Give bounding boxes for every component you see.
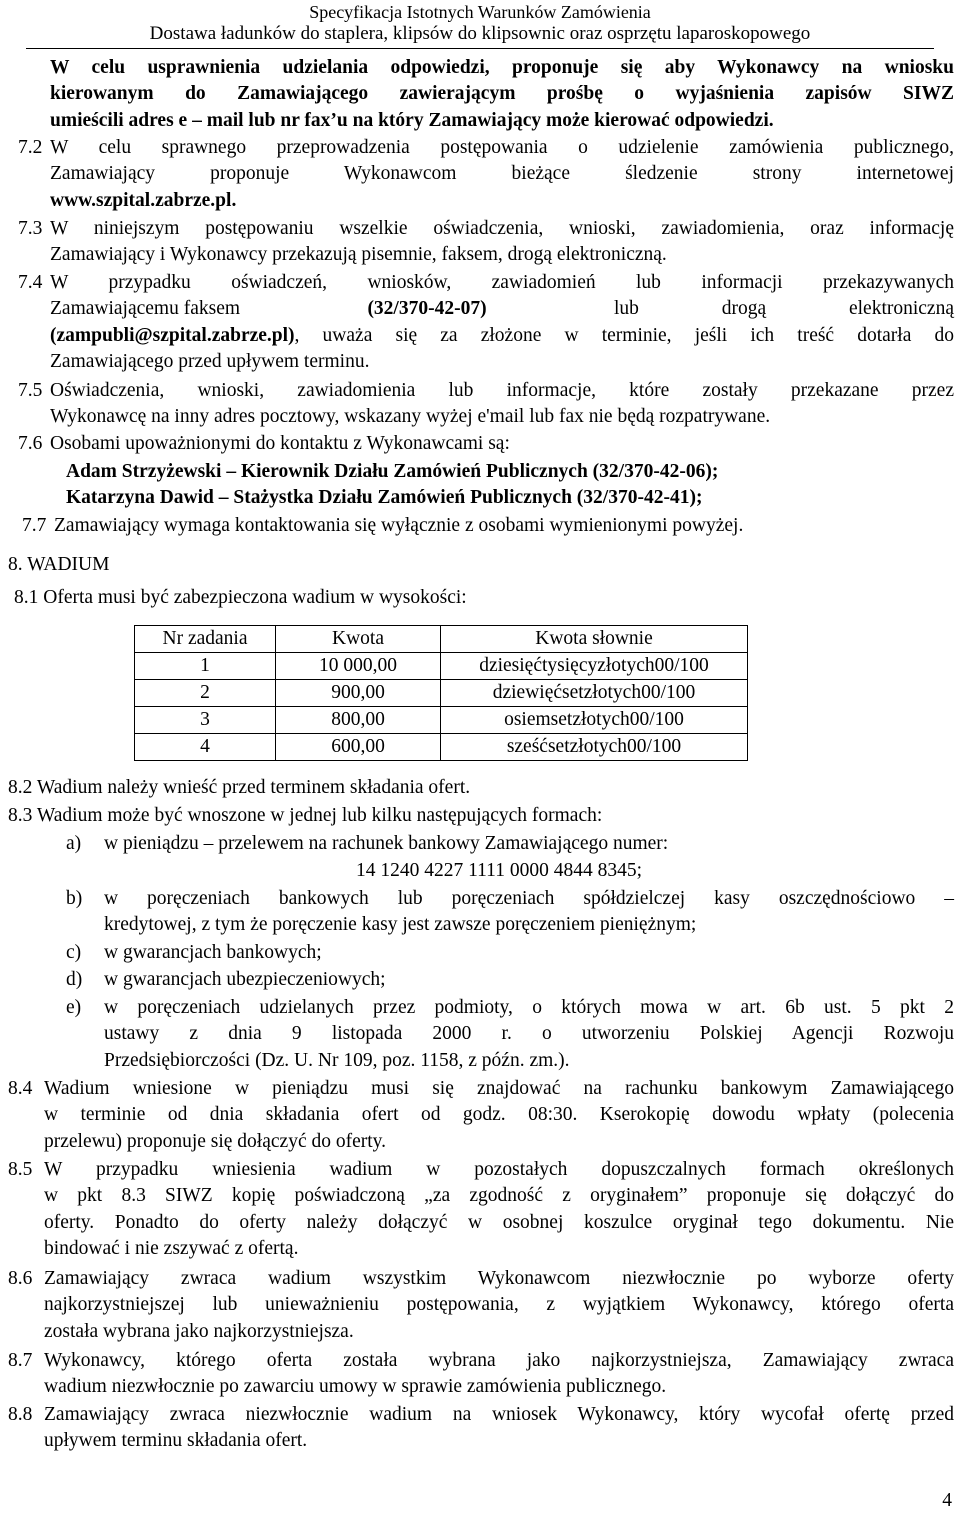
text-line: wadium niezwłocznie po zawarciu umowy w sprawie zamówienia publicznego. [44,1376,667,1398]
text-line: W niniejszym postępowaniu wszelkie oświadczenia, wnioski, zawiadomienia, oraz informację [50,218,954,239]
fax-number: (32/370-42-07) [367,298,487,320]
table-header-cell: Kwota słownie [441,626,748,653]
text-line: Osobami upoważnionymi do kontaktu z Wykonawcami są: [50,433,510,454]
text-line: ustawy z dnia 9 listopada 2000 r. o utworzeniu Polskiej Agencji Rozwoju [104,1023,954,1045]
paragraph-7-2 [50,135,954,214]
section-number: 8.7 [8,1350,33,1371]
text-line: w terminie od dnia składania ofert od godz. 08:30. Kserokopię dowodu wpłaty (polecenia [44,1104,954,1126]
table-cell: dziewięćsetzłotych00/100 [441,680,748,707]
table-cell: 900,00 [276,680,441,707]
table-cell: 800,00 [276,707,441,734]
text-line: upływem terminu składania ofert. [44,1430,308,1452]
text-line: Oświadczenia, wnioski, zawiadomienia lub informacje, które zostały przekazane przez [50,380,954,401]
website-link[interactable]: www.szpital.zabrze.pl. [50,189,237,211]
paragraph-8-7 [44,1348,954,1401]
list-item: w pieniądzu – przelewem na rachunek bankowy Zamawiającego numer: [104,833,669,854]
section-number: 7.2 [18,137,43,158]
text-line: w poręczeniach udzielanych przez podmioty, o których mowa w art. 6b ust. 5 pkt 2 [104,997,954,1018]
intro-line: umieścili adres e – mail lub nr fax’u na który Zamawiający może kierować odpowiedzi. [50,109,774,131]
list-item: w gwarancjach ubezpieczeniowych; [104,969,386,990]
paragraph-8-5 [44,1157,954,1263]
table-row [135,707,748,734]
table-row [135,680,748,707]
text-line: oferty. Ponadto do oferty należy dołączyć w osobnej koszulce oryginał tego dokumentu. Nie [44,1211,954,1233]
list-item: w gwarancjach bankowych; [104,942,322,963]
text-line: najkorzystniejszej lub unieważnieniu postępowania, z wyjątkiem Wykonawcy, którego oferta [44,1294,954,1316]
paragraph-7-4 [50,270,954,376]
text-line: kredytowej, z tym że poręczenie kasy jest zawsze poręczeniem pieniężnym; [104,914,697,936]
contact-person-2: Katarzyna Dawid – Stażystka Działu Zamówień Publicznych (32/370-42-41); [66,487,703,508]
paragraph-8-1: 8.1 Oferta musi być zabezpieczona wadium w wysokości: [14,587,467,608]
table-header-cell: Kwota [276,626,441,653]
text-fragment: , uważa się za złożone w terminie, jeśli ich treść dotarła do [294,324,954,346]
intro-line: kierowanym do Zamawiającego zawierającym prośbę o wyjaśnienia zapisów SIWZ [50,83,954,105]
section-number: 7.3 [18,218,43,239]
text-fragment: Zamawiającemu faksem [50,298,241,320]
text-line [50,323,954,349]
wadium-table [134,625,748,761]
page-number: 4 [942,1490,952,1511]
text-line: została wybrana jako najkorzystniejsza. [44,1320,354,1342]
header-title: Specyfikacja Istotnych Warunków Zamówienia [309,2,651,22]
text-line [50,296,954,322]
text-line: W przypadku wniesienia wadium w pozostałych dopuszczalnych formach określonych [44,1159,954,1180]
text-line: Wykonawcy, którego oferta została wybrana jako najkorzystniejsza, Zamawiający zwraca [44,1350,954,1371]
text-line: przelewu) proponuje się dołączyć do oferty. [44,1130,387,1152]
section-number: 8.5 [8,1159,33,1180]
text-line: W przypadku oświadczeń, wniosków, zawiadomień lub informacji przekazywanych [50,272,954,293]
paragraph-8-8 [44,1402,954,1455]
list-label: a) [66,833,82,854]
table-cell: 2 [135,680,276,707]
text-line: Zamawiający zwraca niezwłocznie wadium na wniosek Wykonawcy, który wycofał ofertę przed [44,1404,954,1425]
table-cell: 600,00 [276,734,441,761]
list-label: e) [66,997,82,1018]
paragraph-7-7: Zamawiający wymaga kontaktowania się wyłącznie z osobami wymienionymi powyżej. [54,515,744,536]
section-number: 7.4 [18,272,43,293]
section-number: 7.5 [18,380,43,401]
paragraph-8-4 [44,1076,954,1155]
table-cell: sześćsetzłotych00/100 [441,734,748,761]
table-cell: 10 000,00 [276,653,441,680]
text-line: Wykonawcę na inny adres pocztowy, wskazany wyżej e'mail lub fax nie będą rozpatrywane. [50,406,771,428]
section-number: 8.6 [8,1268,33,1289]
table-row [135,734,748,761]
text-line: w pkt 8.3 SIWZ kopię poświadczoną „za zgodność z oryginałem” proponuje się dołączyć do [44,1185,954,1207]
table-header-row [135,626,748,653]
intro-line: W celu usprawnienia udzielania odpowiedzi, proponuje się aby Wykonawcy na wniosku [50,57,954,78]
text-line: Zamawiający zwraca wadium wszystkim Wykonawcom niezwłocznie po wyborze oferty [44,1268,954,1289]
contact-person-1: Adam Strzyżewski – Kierownik Działu Zamówień Publicznych (32/370-42-06); [66,461,719,482]
paragraph-7-3 [50,216,954,269]
table-cell: 1 [135,653,276,680]
paragraph-8-6 [44,1266,954,1345]
list-label: b) [66,888,83,909]
intro-paragraph [50,55,954,134]
text-line: Wadium wniesione w pieniądzu musi się znajdować na rachunku bankowym Zamawiającego [44,1078,954,1099]
paragraph-8-2: 8.2 Wadium należy wnieść przed terminem składania ofert. [8,777,471,798]
text-line: Zamawiającego przed upływem terminu. [50,351,370,373]
table-header-cell: Nr zadania [135,626,276,653]
section-number: 8.8 [8,1404,33,1425]
paragraph-8-3: 8.3 Wadium może być wnoszone w jednej lub kilku następujących formach: [8,805,603,826]
list-label: d) [66,969,83,990]
paragraph-7-5 [50,378,954,431]
table-cell: dziesięćtysięcyzłotych00/100 [441,653,748,680]
text-line: W celu sprawnego przeprowadzenia postępowania o udzielenie zamówienia publicznego, [50,137,954,158]
text-line: w poręczeniach bankowych lub poręczeniach spółdzielczej kasy oszczędnościowo – [104,888,954,909]
bank-account-number: 14 1240 4227 1111 0000 4844 8345; [356,860,642,881]
text-line: bindować i nie zszywać z ofertą. [44,1238,299,1260]
section-number: 8.4 [8,1078,33,1099]
text-line: Zamawiający proponuje Wykonawcom bieżące śledzenie strony internetowej [50,163,954,185]
list-item [104,995,954,1074]
table-cell: osiemsetzłotych00/100 [441,707,748,734]
email-address[interactable]: (zampubli@szpital.zabrze.pl) [50,324,295,346]
table-row [135,653,748,680]
table-cell: 4 [135,734,276,761]
header-subtitle: Dostawa ładunków do staplera, klipsów do klipsownic oraz osprzętu laparoskopowego [149,23,811,44]
header-divider [26,48,934,49]
text-line: Zamawiający i Wykonawcy przekazują pisemnie, faksem, drogą elektroniczną. [50,244,667,266]
paragraph-7-6 [50,431,954,457]
list-item [104,886,954,939]
text-line: Przedsiębiorczości (Dz. U. Nr 109, poz. 1158, z późn. zm.). [104,1049,570,1071]
section-heading: 8. WADIUM [8,554,110,575]
table-cell: 3 [135,707,276,734]
section-number: 7.6 [18,433,43,454]
text-fragment: lub drogą elektroniczną [614,298,954,320]
list-label: c) [66,942,82,963]
section-number: 7.7 [22,515,47,536]
